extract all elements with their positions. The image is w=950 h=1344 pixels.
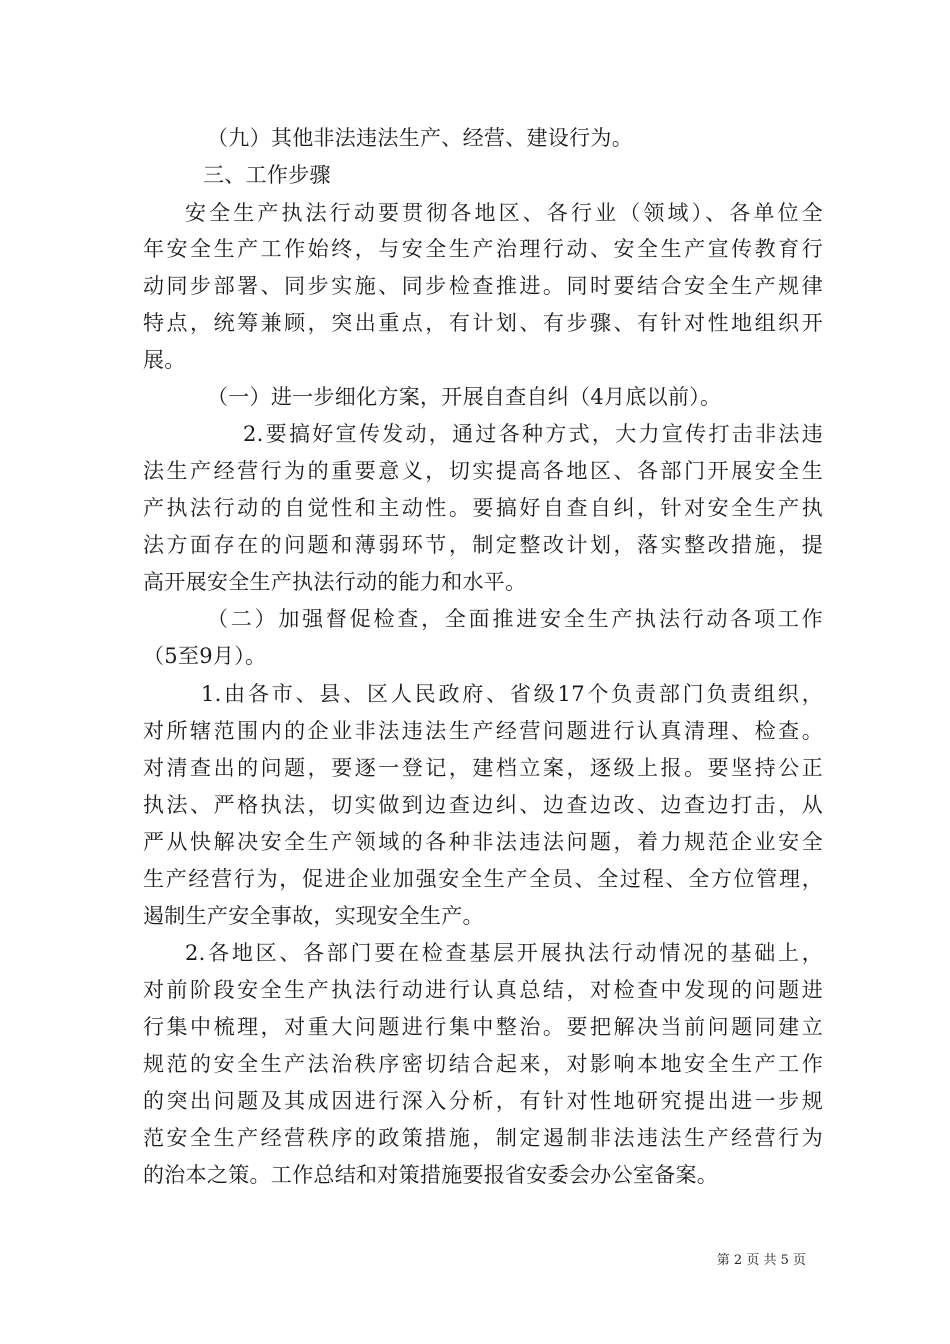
paragraph-line: 特点，统筹兼顾，突出重点，有计划、有步骤、有针对性地组织开 — [143, 311, 823, 335]
paragraph-line: （5至9月）。 — [143, 644, 267, 668]
paragraph-line: 法生产经营行为的重要意义，切实提高各地区、各部门开展安全生 — [143, 459, 823, 483]
paragraph-line: 年安全生产工作始终，与安全生产治理行动、安全生产宣传教育行 — [143, 237, 823, 261]
paragraph-line: 动同步部署、同步实施、同步检查推进。同时要结合安全生产规律 — [143, 274, 823, 298]
subsection-heading: （二）加强督促检查，全面推进安全生产执法行动各项工作 — [207, 607, 823, 631]
subsection-heading: （一）进一步细化方案，开展自查自纠（4月底以前）。 — [207, 385, 722, 409]
paragraph-line: 范安全生产经营秩序的政策措施，制定遏制非法违法生产经营行为 — [143, 1126, 823, 1150]
paragraph-line: 规范的安全生产法治秩序密切结合起来，对影响本地安全生产工作 — [143, 1052, 823, 1076]
paragraph-line: 1.由各市、县、区人民政府、省级17个负责部门负责组织， — [201, 682, 823, 706]
page-number: 第 2 页 共 5 页 — [716, 1253, 806, 1268]
paragraph-line: 的治本之策。工作总结和对策措施要报省安委会办公室备案。 — [143, 1163, 719, 1187]
paragraph-line: 生产经营行为，促进企业加强安全生产全员、全过程、全方位管理， — [143, 867, 823, 891]
paragraph-line: 产执法行动的自觉性和主动性。要搞好自查自纠，针对安全生产执 — [143, 496, 823, 520]
paragraph-line: 2.要搞好宣传发动，通过各种方式，大力宣传打击非法违 — [243, 422, 823, 446]
section-heading: 三、工作步骤 — [203, 163, 331, 187]
paragraph-line: 行集中梳理，对重大问题进行集中整治。要把解决当前问题同建立 — [143, 1015, 823, 1039]
paragraph-line: 严从快解决安全生产领域的各种非法违法问题，着力规范企业安全 — [143, 830, 823, 854]
paragraph-line: 的突出问题及其成因进行深入分析，有针对性地研究提出进一步规 — [143, 1089, 823, 1113]
paragraph-line: 对前阶段安全生产执法行动进行认真总结，对检查中发现的问题进 — [143, 978, 823, 1002]
paragraph-line: 高开展安全生产执法行动的能力和水平。 — [143, 570, 527, 594]
paragraph-line: 展。 — [143, 348, 186, 372]
paragraph-line: 2.各地区、各部门要在检查基层开展执法行动情况的基础上， — [185, 941, 823, 965]
paragraph-line: 对清查出的问题，要逐一登记，建档立案，逐级上报。要坚持公正 — [143, 756, 823, 780]
paragraph-line: 遏制生产安全事故，实现安全生产。 — [143, 904, 484, 928]
paragraph-line: 安全生产执法行动要贯彻各地区、各行业（领域）、各单位全 — [185, 201, 823, 225]
paragraph-line: （九）其他非法违法生产、经营、建设行为。 — [207, 126, 633, 150]
paragraph-line: 法方面存在的问题和薄弱环节，制定整改计划，落实整改措施，提 — [143, 533, 823, 557]
paragraph-line: 对所辖范围内的企业非法违法生产经营问题进行认真清理、检查。 — [143, 719, 823, 743]
paragraph-line: 执法、严格执法，切实做到边查边纠、边查边改、边查边打击，从 — [143, 793, 823, 817]
